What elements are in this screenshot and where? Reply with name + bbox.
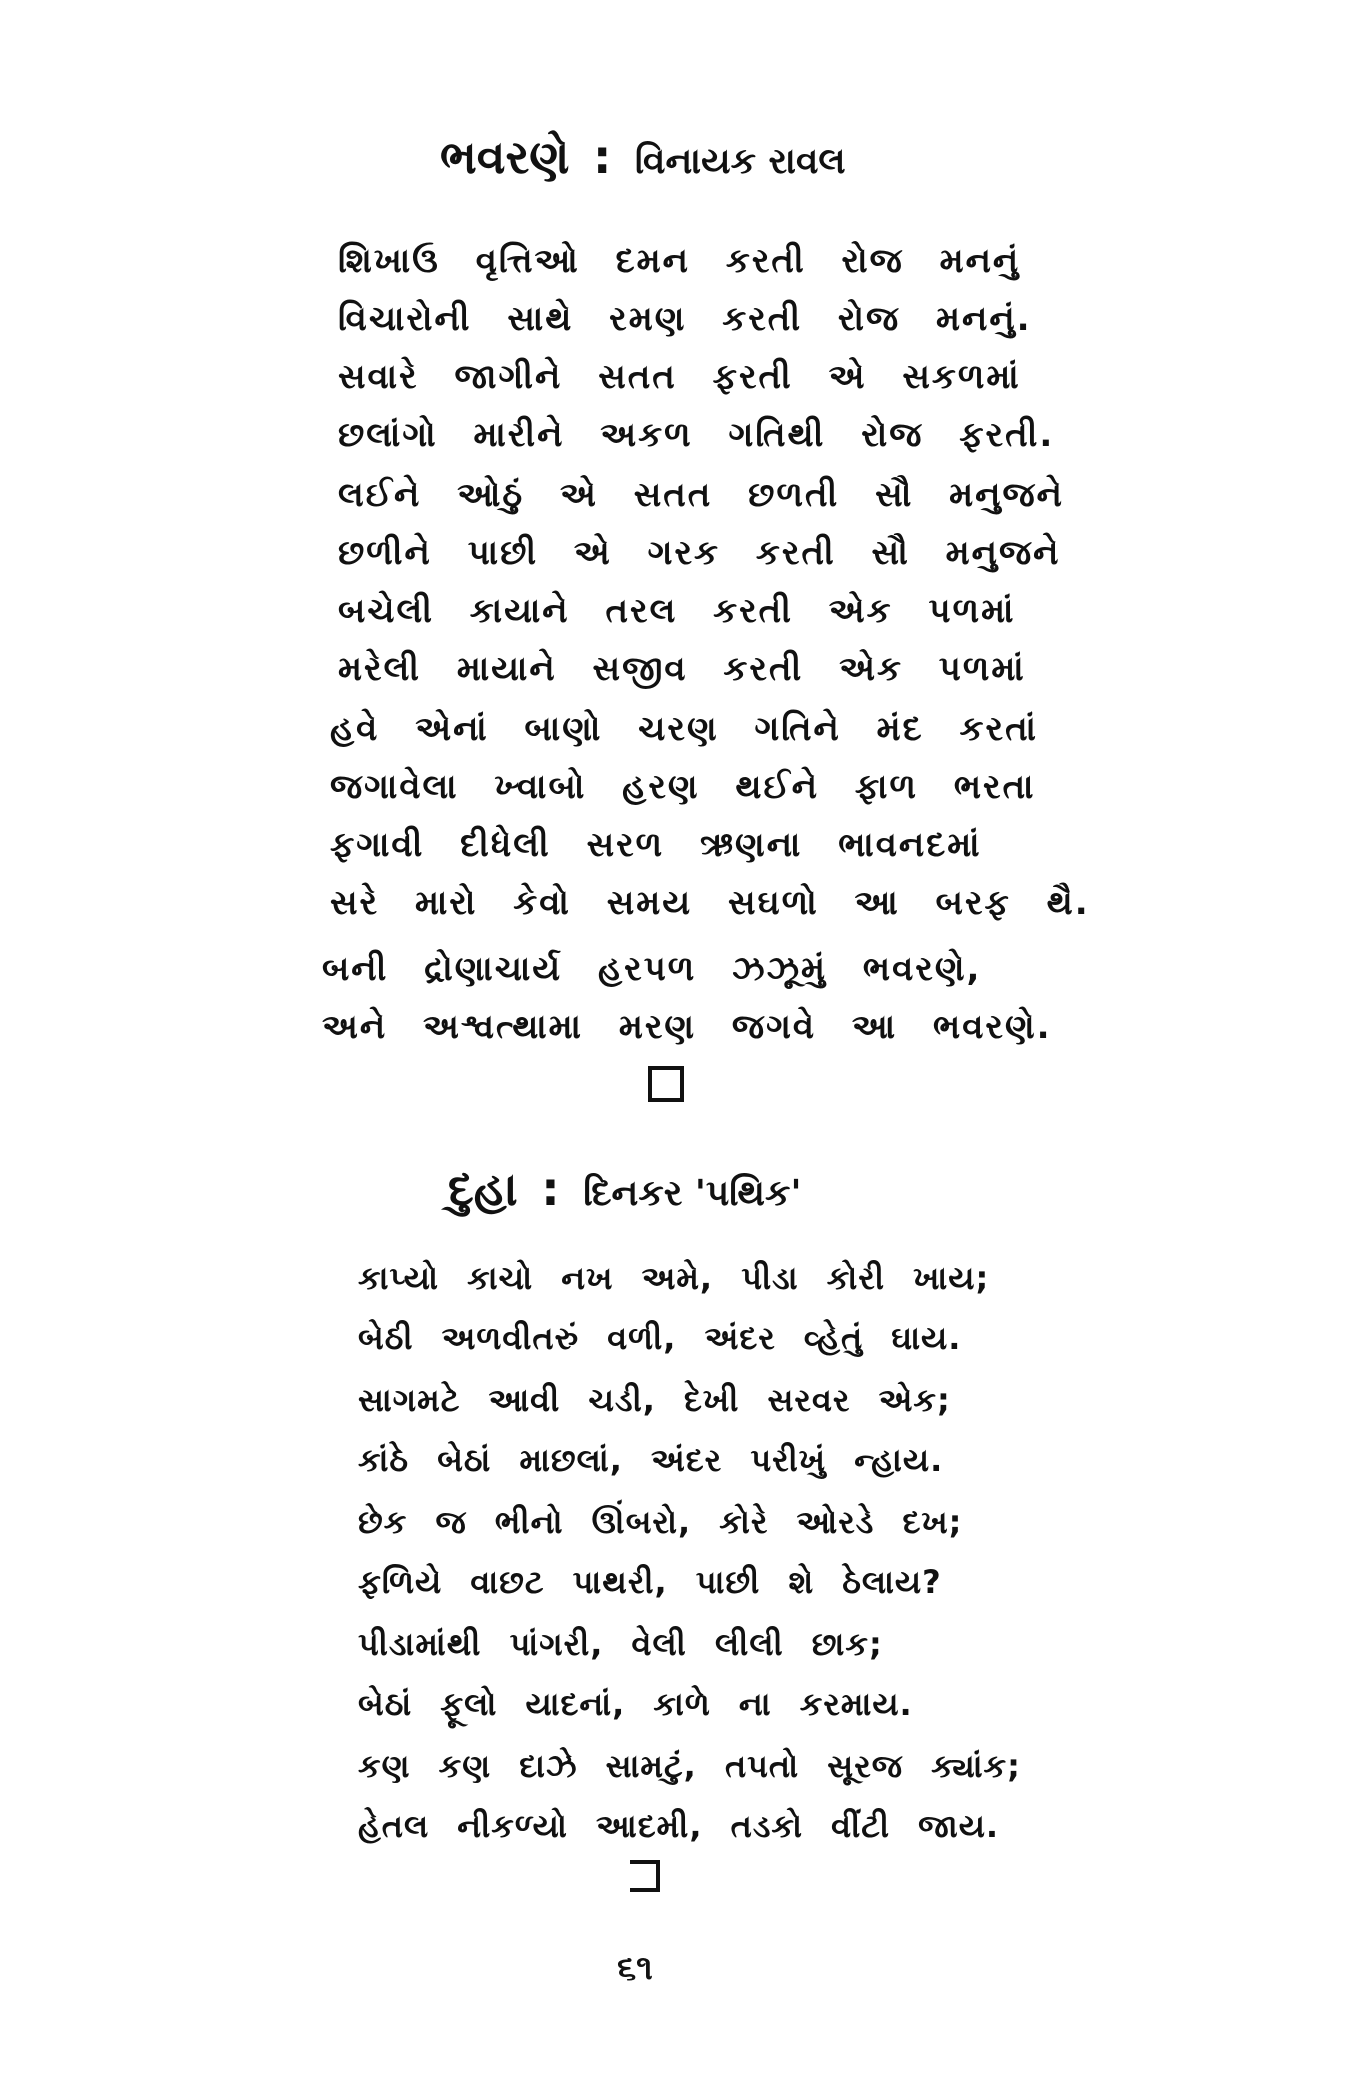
poem1-stanza-4 [322, 940, 1052, 1056]
poem-line: વિચારોની સાથે રમણ કરતી રોજ મનનું. [338, 299, 1032, 339]
poem1-author: વિનાયક રાવલ [634, 141, 846, 182]
poem-line: છલાંગો મારીને અકળ ગતિથી રોજ ફરતી. [338, 415, 1055, 455]
poem-line: સરે મારો કેવો સમય સઘળો આ બરફ થૈ. [330, 883, 1090, 923]
poem2-title-text: દુહા [448, 1162, 518, 1216]
poem1-title-separator: : [592, 130, 612, 184]
poem1-stanza-3 [330, 700, 1090, 932]
poem-line: બની દ્રોણાચાર્ય હરપળ ઝઝૂમું ભવરણે, [322, 949, 982, 989]
poem2-title-separator: : [541, 1162, 560, 1216]
poem-line: જગાવેલા ખ્વાબો હરણ થઈને ફાળ ભરતા [330, 767, 1036, 807]
poem-line: સવારે જાગીને સતત ફરતી એ સકળમાં [338, 357, 1021, 397]
poem-line: સાગમટે આવી ચડી, દેખી સરવર એક; [358, 1381, 951, 1419]
section-end-box-icon [648, 1066, 684, 1102]
section-end-box-icon [630, 1860, 660, 1892]
poem2-couplet-5 [358, 1736, 1021, 1856]
poem1-stanza-2 [338, 466, 1064, 698]
poem-line: બચેલી કાયાને તરલ કરતી એક પળમાં [338, 591, 1016, 631]
poem-line: કણ કણ દાઝે સામટું, તપતો સૂરજ ક્યાંક; [358, 1747, 1021, 1785]
poem-line: પીડામાંથી પાંગરી, વેલી લીલી છાક; [358, 1625, 883, 1663]
poem-line: શિખાઉ વૃત્તિઓ દમન કરતી રોજ મનનું [338, 241, 1021, 281]
poem2-title [448, 1162, 1148, 1218]
poem2-couplet-4 [358, 1614, 913, 1734]
poem-line: હેતલ નીકળ્યો આદમી, તડકો વીંટી જાય. [358, 1807, 1000, 1845]
poem1-stanza-1 [338, 232, 1054, 464]
poem-line: બેઠી અળવીતરું વળી, અંદર વ્હેતું ઘાય. [358, 1319, 962, 1357]
poem-line: કાપ્યો કાચો નખ અમે, પીડા કોરી ખાય; [358, 1259, 990, 1297]
poem1-title-text: ભવરણે [440, 130, 570, 184]
poem-line: ફળિયે વાછટ પાથરી, પાછી શે ઠેલાય? [358, 1563, 942, 1601]
poem-line: હવે એનાં બાણો ચરણ ગતિને મંદ કરતાં [330, 709, 1038, 749]
poem-line: કાંઠે બેઠાં માછલાં, અંદર પરીખું ન્હાય. [358, 1441, 944, 1479]
page-number: ૬૧ [617, 1948, 653, 1988]
poem-line: બેઠાં ફૂલો યાદનાં, કાળે ના કરમાય. [358, 1685, 913, 1723]
poem2-couplet-1 [358, 1248, 989, 1368]
poem-line: છેક જ ભીનો ઊંબરો, કોરે ઓરડે દખ; [358, 1503, 963, 1541]
poem-line: મરેલી માયાને સજીવ કરતી એક પળમાં [338, 649, 1026, 689]
poem-line: ફગાવી દીધેલી સરળ ઋણના ભાવનદમાં [330, 825, 982, 865]
poem1-title [440, 130, 1140, 186]
poem2-couplet-2 [358, 1370, 951, 1490]
poem-line: લઈને ઓઠું એ સતત છળતી સૌ મનુજને [338, 475, 1065, 515]
poem2-couplet-3 [358, 1492, 962, 1612]
poem-line: છળીને પાછી એ ગરક કરતી સૌ મનુજને [338, 533, 1061, 573]
poem2-author: દિનકર 'પથિક' [583, 1173, 802, 1214]
poem-line: અને અશ્વત્થામા મરણ જગવે આ ભવરણે. [322, 1007, 1052, 1047]
